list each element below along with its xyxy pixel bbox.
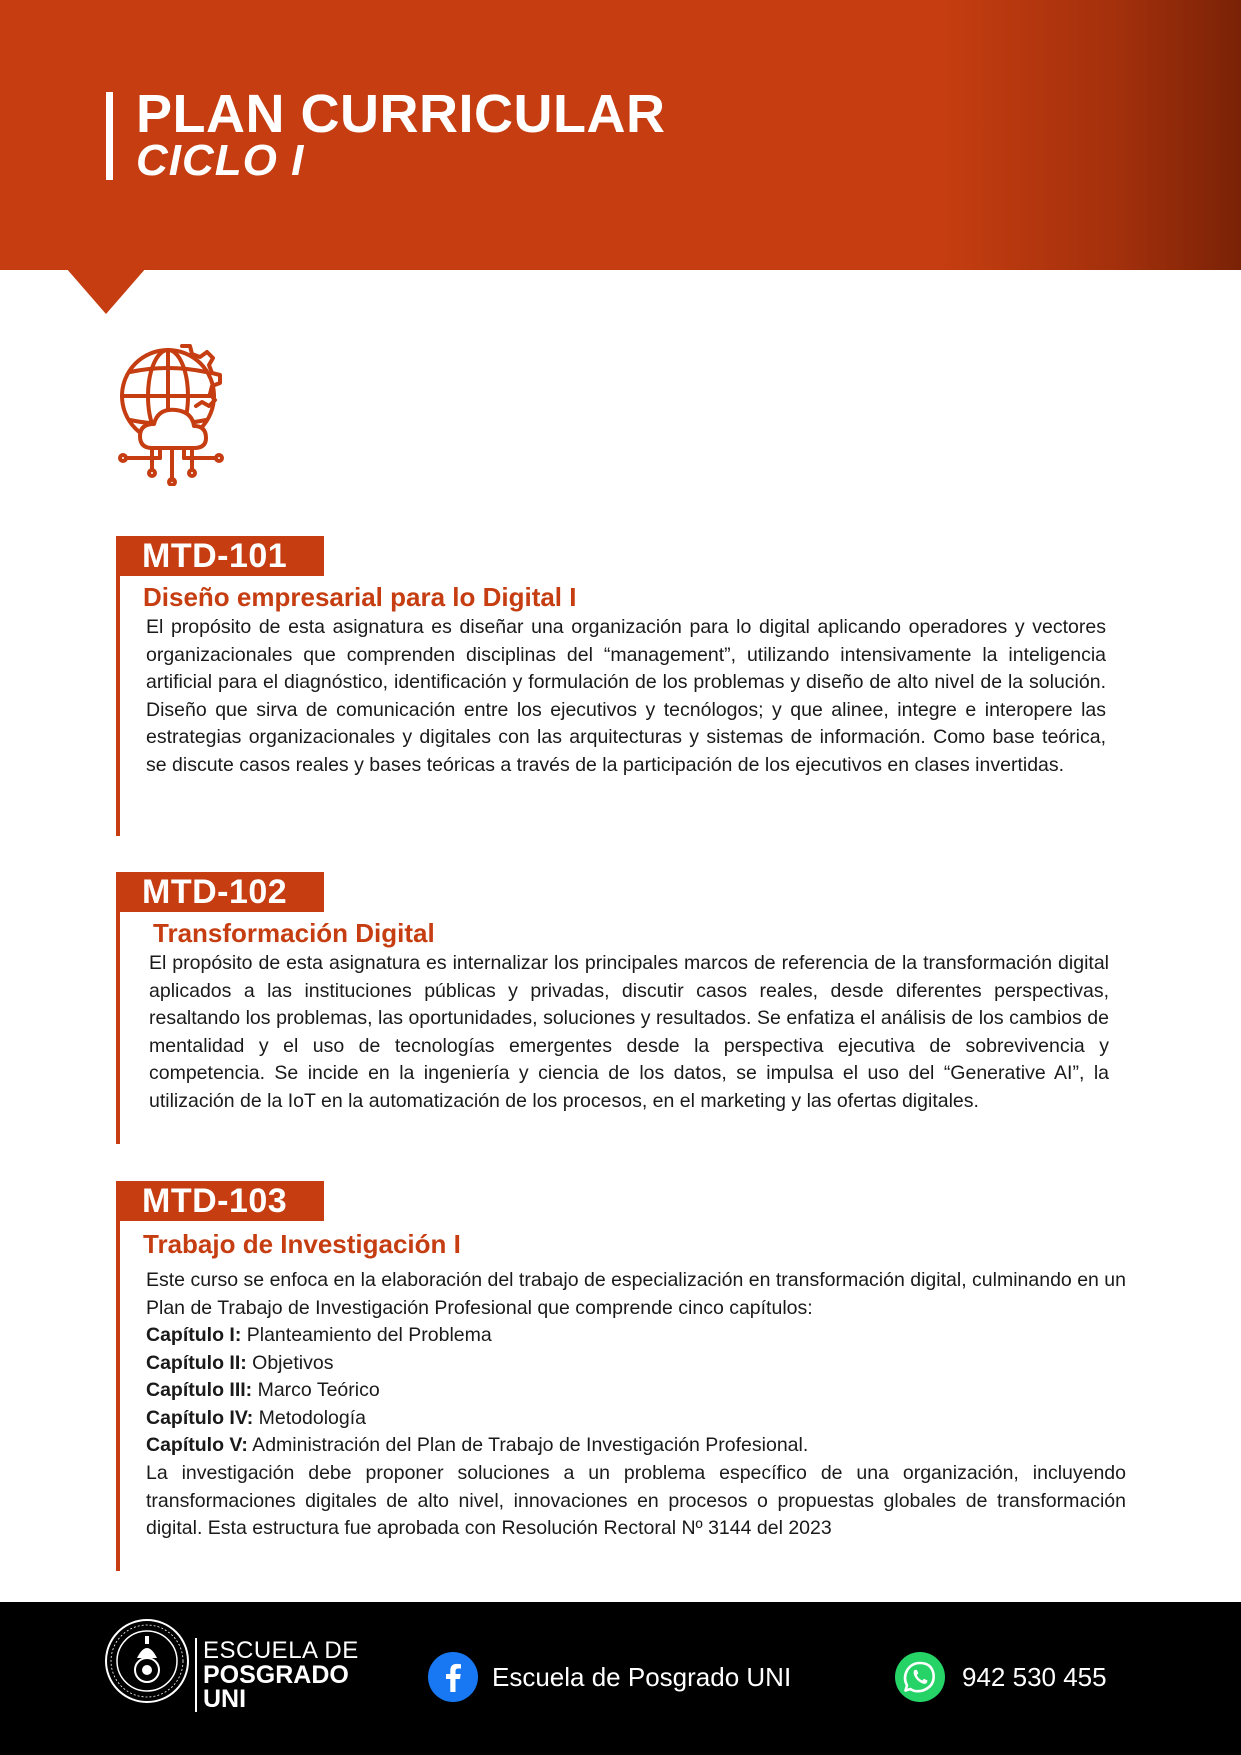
- header-accent-bar: [106, 92, 113, 180]
- chapter-text: Administración del Plan de Trabajo de Investigación Profesional.: [247, 1434, 809, 1457]
- brand-name-line-1: ESCUELA DE: [203, 1637, 359, 1664]
- chapter-item: [146, 1322, 1126, 1350]
- chapter-item: [146, 1405, 1126, 1433]
- section-rule: [116, 536, 120, 836]
- chapter-text: Planteamiento del Problema: [241, 1324, 492, 1346]
- brand-name-line-2: POSGRADO: [203, 1661, 349, 1689]
- chapter-text: Metodología: [253, 1406, 366, 1429]
- course-title: Trabajo de Investigación I: [143, 1229, 461, 1259]
- chapter-text: Marco Teórico: [252, 1379, 380, 1402]
- course-intro: Este curso se enfoca en la elaboración del trabajo de especialización en transformación digital, culminando en un Plan de Trabajo de Investigación Profesional que comprende cinco capítulos:: [146, 1269, 1126, 1319]
- chapter-item: [146, 1350, 1126, 1378]
- section-rule: [116, 1181, 120, 1571]
- chapter-item: [146, 1377, 1126, 1405]
- header-notch: [66, 268, 146, 314]
- whatsapp-icon[interactable]: [895, 1652, 945, 1702]
- page-title: PLAN CURRICULAR: [136, 84, 666, 144]
- course-title: Diseño empresarial para lo Digital I: [143, 582, 577, 612]
- course-code-badge: MTD-102: [116, 872, 324, 912]
- brand-name-line-3: UNI: [203, 1685, 247, 1713]
- chapter-text: Objetivos: [246, 1351, 334, 1374]
- course-section-mtd-101: [116, 536, 1136, 836]
- university-seal-logo: [104, 1618, 190, 1704]
- course-title: Transformación Digital: [153, 918, 435, 948]
- section-rule: [116, 872, 120, 1144]
- course-section-mtd-103: [116, 1181, 1136, 1571]
- facebook-icon[interactable]: [428, 1652, 478, 1702]
- chapter-label: Capítulo III:: [146, 1379, 253, 1402]
- course-description: El propósito de esta asignatura es internalizar los principales marcos de referencia de la transformación digital aplicados a las instituciones públicas y privadas, discutir casos reales, desde diferentes perspectivas, resaltando los problemas, las oportunidades, soluciones y resultados. Se enfatiza el análisis de los cambios de mentalidad y el uso de tecnologías emergentes desde la perspectiva ejecutiva de sobrevivencia y competencia. Se incide en la ingeniería y ciencia de los datos, se impulsa el uso del “Generative AI”, la utilización de la IoT en la automatización de los procesos, en el marketing y las ofertas digitales.: [149, 952, 1109, 1112]
- course-description: El propósito de esta asignatura es diseñar una organización para lo digital aplicando operadores y vectores organizacionales que comprenden disciplinas del “management”, utilizando intensivamente la inteligencia artificial para el diagnóstico, identificación y formulación de los problemas y diseño de alto nivel de la solución. Diseño que sirva de comunicación entre los ejecutivos y tecnólogos; y que alinee, integre e interopere las estrategias organizacionales y digitales con las arquitecturas y sistemas de información. Como base teórica, se discute casos reales y bases teóricas a través de la participación de los ejecutivos en clases invertidas.: [146, 616, 1106, 776]
- globe-gear-cloud-network-icon: [112, 340, 248, 486]
- chapter-label: Capítulo IV:: [146, 1406, 254, 1429]
- page-subtitle: CICLO I: [136, 136, 305, 185]
- chapter-label: Capítulo I:: [146, 1324, 242, 1346]
- course-code-badge: MTD-101: [116, 536, 324, 576]
- chapter-label: Capítulo II:: [146, 1351, 247, 1374]
- course-section-mtd-102: [116, 872, 1136, 1144]
- chapter-label: Capítulo V:: [146, 1434, 248, 1457]
- whatsapp-phone[interactable]: 942 530 455: [962, 1662, 1107, 1692]
- chapter-item: [146, 1432, 1126, 1460]
- course-code-badge: MTD-103: [116, 1181, 324, 1221]
- chapter-list: [146, 1322, 1126, 1460]
- course-closing: La investigación debe proponer soluciones a un problema específico de una organización, incluyendo transformaciones digitales de alto nivel, innovaciones en procesos o propuestas globales de transformación digital. Esta estructura fue aprobada con Resolución Rectoral Nº 3144 del 2023: [146, 1462, 1126, 1540]
- brand-divider: [195, 1638, 197, 1712]
- facebook-link[interactable]: Escuela de Posgrado UNI: [492, 1662, 792, 1692]
